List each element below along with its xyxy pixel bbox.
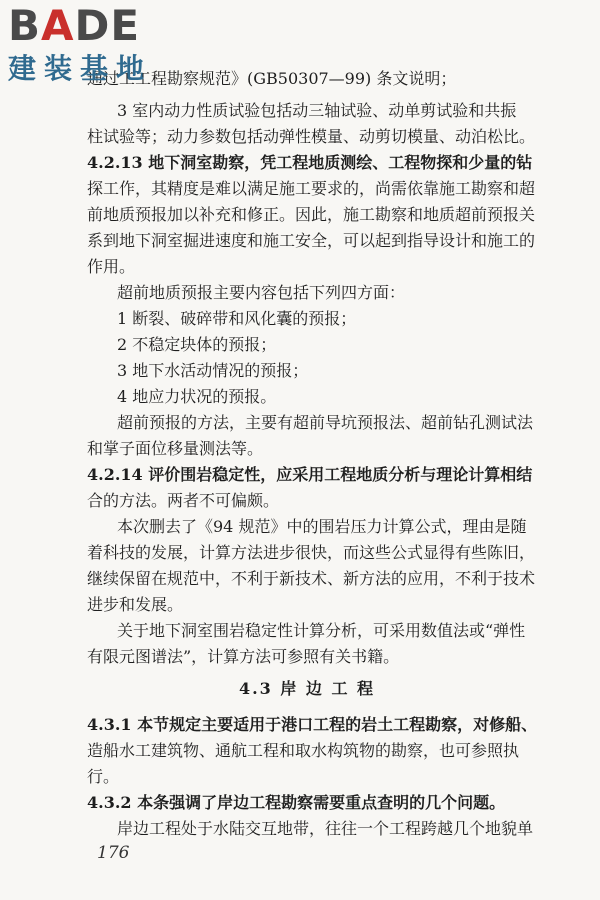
text-line: 合的方法。两者不可偏颇。 [87, 491, 280, 510]
clause-heading-4-2-13: 4.2.13 地下洞室勘察，凭工程地质测绘、工程物探和少量的钻 [87, 153, 533, 172]
watermark-logo [8, 1, 153, 85]
clause-heading-4-3-2: 4.3.2 本条强调了岸边工程勘察需要重点查明的几个问题。 [87, 793, 506, 812]
list-item: 2 不稳定块体的预报； [117, 335, 277, 354]
text-line: 作用。 [87, 257, 136, 276]
text-line: 有限元图谱法”，计算方法可参照有关书籍。 [87, 647, 400, 666]
text-line: 继续保留在规范中，不利于新技术、新方法的应用，不利于技术 [87, 569, 536, 588]
text-line: 岸边工程处于水陆交互地带，往往一个工程跨越几个地貌单 [117, 819, 534, 838]
text-line: 超前预报的方法，主要有超前导坑预报法、超前钻孔测试法 [117, 413, 534, 432]
text-line: 行。 [87, 767, 120, 786]
text-line: 3 室内动力性质试验包括动三轴试验、动单剪试验和共振 [117, 101, 517, 120]
text-line: 探工作，其精度是难以满足施工要求的，尚需依靠施工勘察和超 [87, 179, 536, 198]
text-line: 造船水工建筑物、通航工程和取水构筑物的勘察，也可参照执 [87, 741, 520, 760]
text-line: 进步和发展。 [87, 595, 184, 614]
page-number: 176 [97, 843, 130, 863]
text-line: 和掌子面位移量测法等。 [87, 439, 264, 458]
logo-subtitle: 建装基地 [8, 52, 153, 85]
logo-wordmark: BADE [8, 1, 141, 50]
section-heading: 4.3 岸 边 工 程 [238, 679, 376, 698]
text-line: 着科技的发展，计算方法进步很快，而这些公式显得有些陈旧， [87, 543, 536, 562]
text-line: 本次删去了《94 规范》中的围岩压力计算公式，理由是随 [117, 517, 527, 536]
clause-heading-4-3-1: 4.3.1 本节规定主要适用于港口工程的岩土工程勘察，对修船、 [87, 715, 538, 734]
text-line: 通过工工程勘察规范》(GB50307—99) 条文说明； [87, 69, 457, 88]
list-item: 4 地应力状况的预报。 [117, 387, 277, 406]
text-line: 关于地下洞室围岩稳定性计算分析，可采用数值法或“弹性 [117, 621, 526, 640]
text-line: 系到地下洞室掘进速度和施工安全，可以起到指导设计和施工的 [87, 231, 536, 250]
text-line: 前地质预报加以补充和修正。因此，施工勘察和地质超前预报关 [87, 205, 536, 224]
clause-heading-4-2-14: 4.2.14 评价围岩稳定性，应采用工程地质分析与理论计算相结 [87, 465, 533, 484]
list-item: 3 地下水活动情况的预报； [117, 361, 309, 380]
text-line: 柱试验等；动力参数包括动弹性模量、动剪切模量、动泊松比。 [87, 127, 536, 146]
list-item: 1 断裂、破碎带和风化囊的预报； [117, 309, 357, 328]
text-line: 超前地质预报主要内容包括下列四方面： [117, 283, 406, 302]
